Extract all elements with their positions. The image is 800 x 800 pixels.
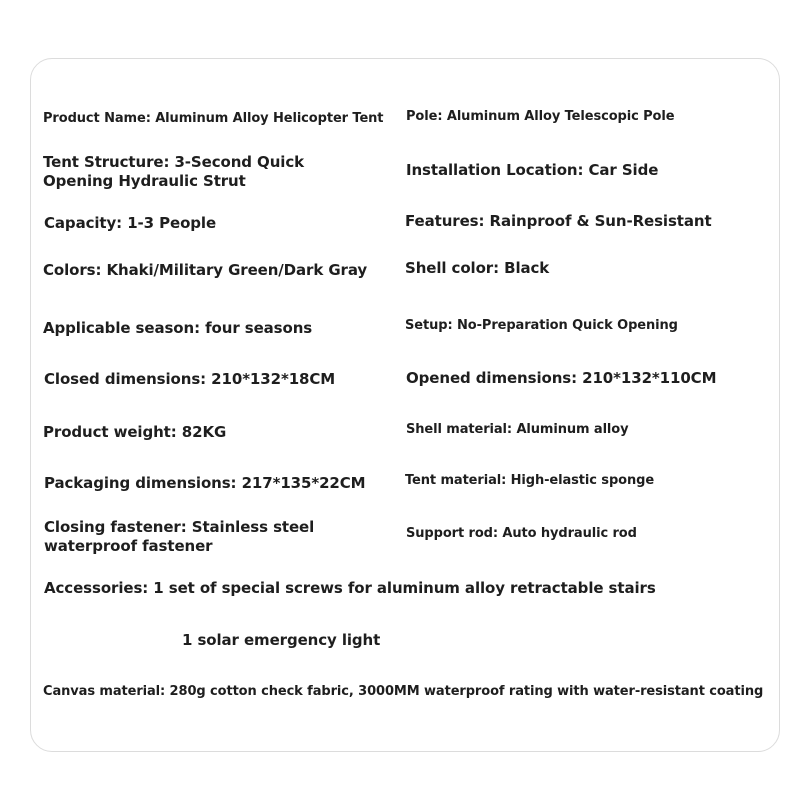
spec-canvas-material: Canvas material: 280g cotton check fabric, 3000MM waterproof rating with water-resistant coating — [43, 684, 764, 699]
spec-pole: Pole: Aluminum Alloy Telescopic Pole — [406, 109, 675, 124]
spec-tent-structure: Tent Structure: 3-Second Quick Opening Hydraulic Strut — [43, 153, 304, 190]
spec-shell-material: Shell material: Aluminum alloy — [406, 422, 629, 437]
spec-capacity: Capacity: 1-3 People — [44, 214, 217, 232]
spec-accessories: Accessories: 1 set of special screws for aluminum alloy retractable stairs — [44, 579, 656, 597]
spec-accessories-extra: 1 solar emergency light — [182, 631, 381, 649]
spec-installation-location: Installation Location: Car Side — [406, 161, 659, 179]
spec-setup: Setup: No-Preparation Quick Opening — [405, 318, 678, 333]
spec-closing-fastener: Closing fastener: Stainless steel waterproof fastener — [44, 518, 315, 555]
spec-closed-dimensions: Closed dimensions: 210*132*18CM — [44, 370, 336, 388]
spec-features: Features: Rainproof & Sun-Resistant — [405, 212, 712, 230]
spec-packaging-dimensions: Packaging dimensions: 217*135*22CM — [44, 474, 366, 492]
spec-opened-dimensions: Opened dimensions: 210*132*110CM — [406, 369, 717, 387]
spec-support-rod: Support rod: Auto hydraulic rod — [406, 526, 637, 541]
spec-product-weight: Product weight: 82KG — [43, 423, 227, 441]
spec-colors: Colors: Khaki/Military Green/Dark Gray — [43, 261, 368, 279]
spec-tent-material: Tent material: High-elastic sponge — [405, 473, 655, 488]
spec-shell-color: Shell color: Black — [405, 259, 550, 277]
spec-applicable-season: Applicable season: four seasons — [43, 319, 313, 337]
spec-product-name: Product Name: Aluminum Alloy Helicopter Tent — [43, 111, 384, 126]
